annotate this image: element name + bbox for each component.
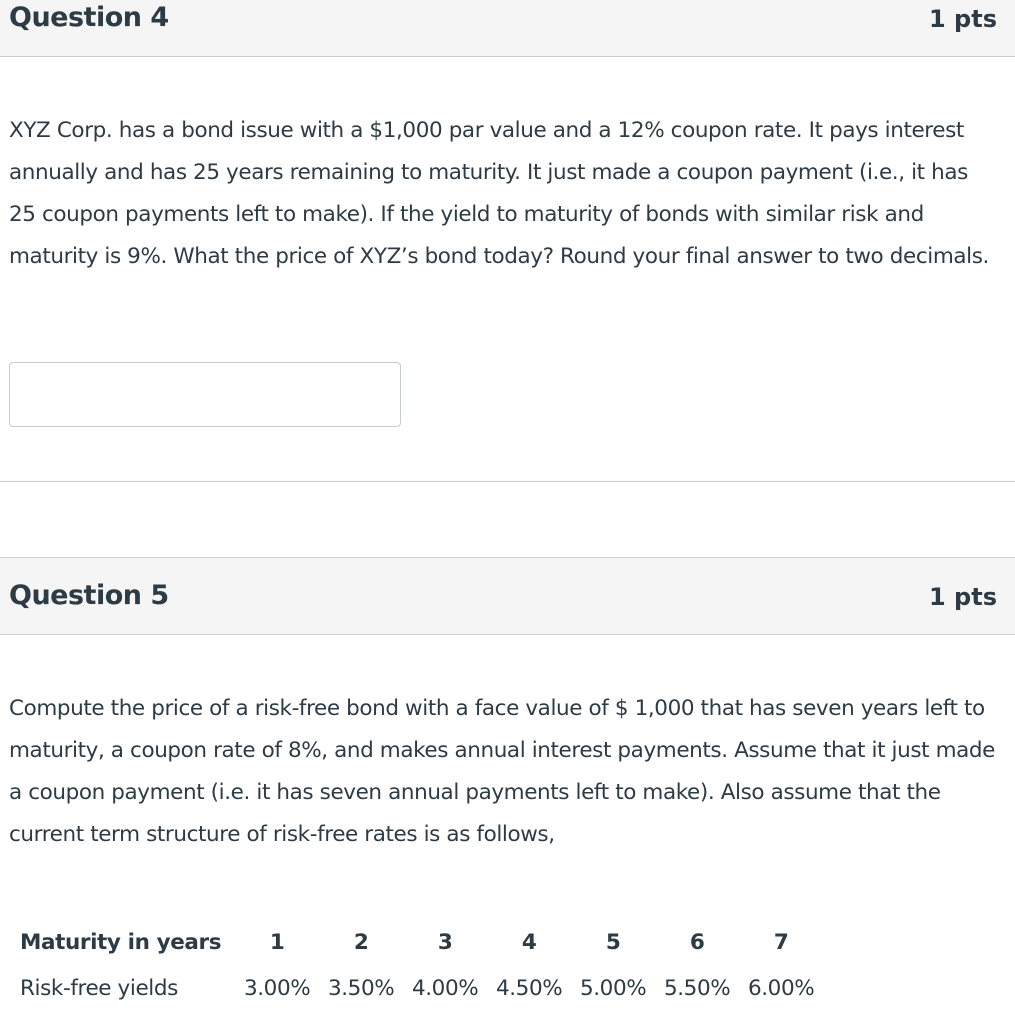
term-structure-table (14, 919, 823, 1011)
maturity-header-label: Maturity in years (20, 929, 222, 955)
maturity-cell: 2 (353, 929, 369, 955)
maturity-cell: 4 (521, 929, 537, 955)
question-4-header (0, 0, 1015, 57)
maturity-cell: 3 (437, 929, 453, 955)
question-divider (0, 481, 1015, 482)
yield-cell: 4.00% (411, 975, 479, 1001)
question-5-title: Question 5 (9, 580, 169, 611)
yield-cell: 4.50% (495, 975, 563, 1001)
yield-cell: 5.00% (579, 975, 647, 1001)
question-4-answer-input[interactable] (9, 362, 401, 427)
maturity-row (14, 919, 823, 965)
question-5-points: 1 pts (929, 583, 997, 611)
yields-row-label: Risk-free yields (20, 975, 178, 1001)
question-4-points: 1 pts (929, 5, 997, 33)
yields-row (14, 965, 823, 1011)
yield-cell: 5.50% (663, 975, 731, 1001)
maturity-cell: 1 (269, 929, 285, 955)
question-4-title: Question 4 (9, 2, 169, 33)
maturity-cell: 5 (605, 929, 621, 955)
maturity-cell: 7 (773, 929, 789, 955)
question-5-header (0, 557, 1015, 635)
question-4-text: XYZ Corp. has a bond issue with a $1,000 par value and a 12% coupon rate. It pays interest annually and has 25 years remaining to maturity. It just made a coupon payment (i.e., it has 25 coupon payments left to make). If the yield to maturity of bonds with similar risk and maturity is 9%. What the price of XYZ’s bond today? Round your final answer to two decimals. (9, 118, 989, 269)
yield-cell: 3.00% (243, 975, 311, 1001)
yield-cell: 3.50% (327, 975, 395, 1001)
yield-cell: 6.00% (747, 975, 815, 1001)
question-5-text: Compute the price of a risk-free bond with a face value of $ 1,000 that has seven years left to maturity, a coupon rate of 8%, and makes annual interest payments. Assume that it just made a coupon payment (i.e. it has seven annual payments left to make). Also assume that the current term structure of risk-free rates is as follows, (9, 696, 996, 847)
maturity-cell: 6 (689, 929, 705, 955)
